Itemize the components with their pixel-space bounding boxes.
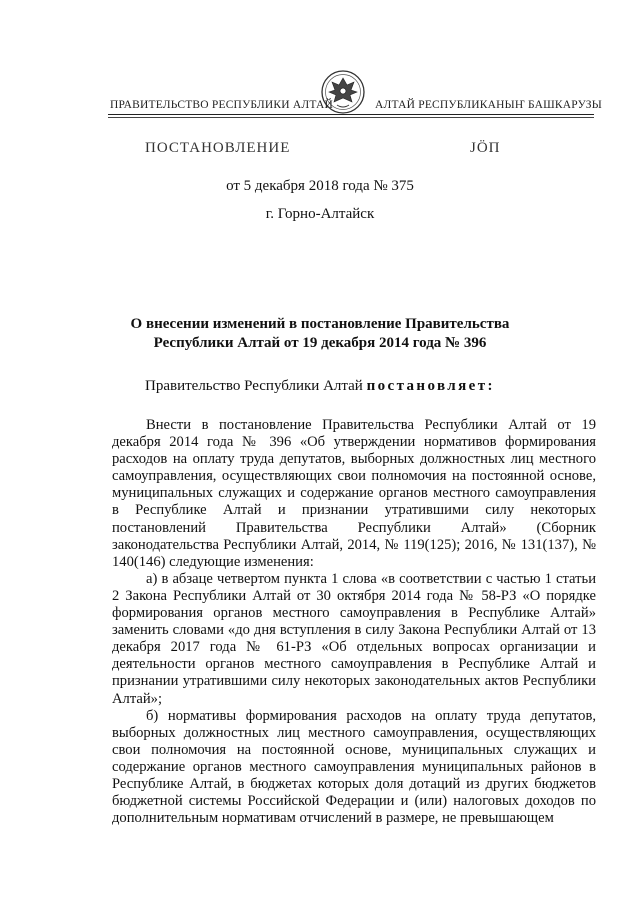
preamble bbox=[145, 378, 495, 395]
header-divider-thin bbox=[108, 117, 594, 118]
document-body bbox=[112, 417, 596, 827]
header-left-title: ПРАВИТЕЛЬСТВО РЕСПУБЛИКИ АЛТАЙ bbox=[110, 99, 334, 111]
title-line-2: Республики Алтай от 19 декабря 2014 года № 396 bbox=[153, 335, 487, 351]
preamble-decree-word: постановляет: bbox=[366, 378, 495, 394]
preamble-text: Правительство Республики Алтай bbox=[145, 378, 367, 394]
header-divider bbox=[108, 114, 594, 115]
doc-kind-left: ПОСТАНОВЛЕНИЕ bbox=[145, 140, 291, 156]
title-line-1: О внесении изменений в постановление Правительства bbox=[130, 316, 510, 332]
body-paragraph: б) нормативы формирования расходов на оплату труда депутатов, выборных должностных лиц местного самоуправления, осуществляющих свои полномочия на постоянной основе, муниципальных служащих и содержание органов местного самоуправления муниципальных районов в Республике Алтай, в бюджетах которых доля дотаций из других бюджетов бюджетной системы Российской Федерации и (или) налоговых доходов по дополнительным нормативам отчислений в размере, не превышающем bbox=[112, 707, 596, 827]
body-paragraph: а) в абзаце четвертом пункта 1 слова «в соответствии с частью 1 статьи 2 Закона Республики Алтай от 30 октября 2014 года № 58-РЗ «О порядке формирования органов местного самоуправления в Республике Алтай» заменить словами «до дня вступления в силу Закона Республики Алтай от 13 декабря 2017 года № 61-РЗ «Об отдельных вопросах организации и деятельности органов местного самоуправления в Республике Алтай и признании утратившими силу некоторых законодательных актов Республики Алтай»; bbox=[112, 570, 596, 707]
body-paragraph: Внести в постановление Правительства Республики Алтай от 19 декабря 2014 года № 396 «Об утверждении нормативов формирования расходов на оплату труда депутатов, выборных должностных лиц местного самоуправления, осуществляющих свои полномочия на постоянной основе, муниципальных служащих и содержание органов местного самоуправления в Республике Алтай и признании утратившими силу некоторых постановлений Правительства Республики Алтай» (Сборник законодательства Республики Алтай, 2014, № 119(125); 2016, № 131(137), № 140(146) следующие изменения: bbox=[112, 417, 596, 570]
document-title bbox=[0, 315, 640, 353]
header-right-title: АЛТАЙ РЕСПУБЛИКАНЫҤ БАШКАРУЗЫ bbox=[375, 99, 602, 111]
document-date-number: от 5 декабря 2018 года № 375 bbox=[226, 178, 414, 194]
doc-kind-right: ЈÖП bbox=[470, 140, 501, 156]
document-city: г. Горно-Алтайск bbox=[265, 206, 375, 222]
